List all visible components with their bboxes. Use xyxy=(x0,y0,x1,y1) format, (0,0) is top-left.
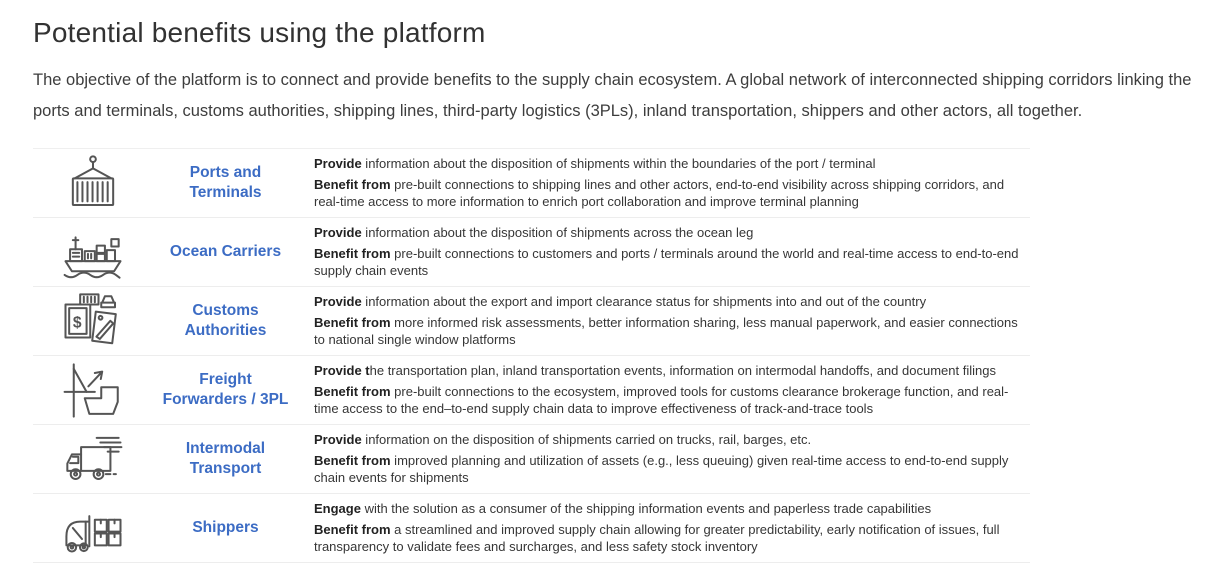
actor-label: Ocean Carriers xyxy=(169,243,282,260)
benefit-description xyxy=(298,293,1030,349)
provide-line: Provide information on the disposition of shipments carried on trucks, rail, barges, etc. xyxy=(314,432,812,448)
benefit-line: Benefit from more informed risk assessments, better information sharing, less manual paperwork, and easier connections to national single window platforms xyxy=(314,314,1018,348)
benefit-row-ports-terminals xyxy=(33,149,1030,218)
benefits-table xyxy=(33,148,1030,563)
benefit-description xyxy=(298,431,1030,487)
benefit-line: Benefit from a streamlined and improved supply chain allowing for greater predictability, early notification of issues, full transparency to validate fees and surcharges, and less safety stock inventory xyxy=(314,521,1000,555)
crane-barge-icon xyxy=(33,361,153,419)
benefit-line: Benefit from pre-built connections to customers and ports / terminals around the world and real-time access to end-to-end supply chain events xyxy=(314,245,1019,279)
actor-label: Intermodal Transport xyxy=(185,440,266,477)
benefit-description xyxy=(298,362,1030,418)
container-ship-icon xyxy=(33,223,153,281)
provide-line: Provide information about the disposition of shipments across the ocean leg xyxy=(314,225,754,241)
provide-line: Provide information about the disposition of shipments within the boundaries of the port / terminal xyxy=(314,156,876,172)
truck-icon xyxy=(33,430,153,488)
benefit-row-customs xyxy=(33,287,1030,356)
benefit-line: Benefit from pre-built connections to the ecosystem, improved tools for customs clearance brokerage function, and real-time access to the end–to-end supply chain data to improve effectiveness of track-and-trace tools xyxy=(314,383,1009,417)
actor-label: Customs Authorities xyxy=(184,302,267,339)
forklift-icon xyxy=(33,499,153,557)
intro-paragraph: The objective of the platform is to connect and provide benefits to the supply chain ecosystem. A global network of interconnected shipping corridors linking the ports and terminals, customs authorities, shipping lines, third-party logistics (3PLs), inland transportation, shippers and other actors, all together. xyxy=(33,71,1192,120)
provide-line: Provide the transportation plan, inland transportation events, information on intermodal handoffs, and document filings xyxy=(314,363,996,379)
svg-text:$: $ xyxy=(72,314,82,332)
benefit-description xyxy=(298,500,1030,556)
actor-label: Freight Forwarders / 3PL xyxy=(162,371,289,408)
benefit-description xyxy=(298,224,1030,280)
container-crane-icon xyxy=(33,154,153,212)
benefit-row-shippers xyxy=(33,494,1030,563)
benefit-row-ocean-carriers xyxy=(33,218,1030,287)
benefit-line: Benefit from improved planning and utilization of assets (e.g., less queuing) given real-time access to end-to-end supply chain events for shipments xyxy=(314,452,1009,486)
customs-documents-icon xyxy=(33,292,153,350)
actor-label: Shippers xyxy=(192,519,259,536)
engage-line: Engage with the solution as a consumer of the shipping information events and paperless trade capabilities xyxy=(314,501,932,517)
benefit-description xyxy=(298,155,1030,211)
benefit-line: Benefit from pre-built connections to shipping lines and other actors, end-to-end visibility across shipping corridors, and real-time access to more information to enrich port collaboration and improve terminal planning xyxy=(314,176,1005,210)
actor-label: Ports and Terminals xyxy=(189,164,262,201)
provide-line: Provide information about the export and import clearance status for shipments into and out of the country xyxy=(314,294,927,310)
page-title: Potential benefits using the platform xyxy=(33,17,486,48)
benefit-row-intermodal xyxy=(33,425,1030,494)
benefit-row-freight-forwarders xyxy=(33,356,1030,425)
